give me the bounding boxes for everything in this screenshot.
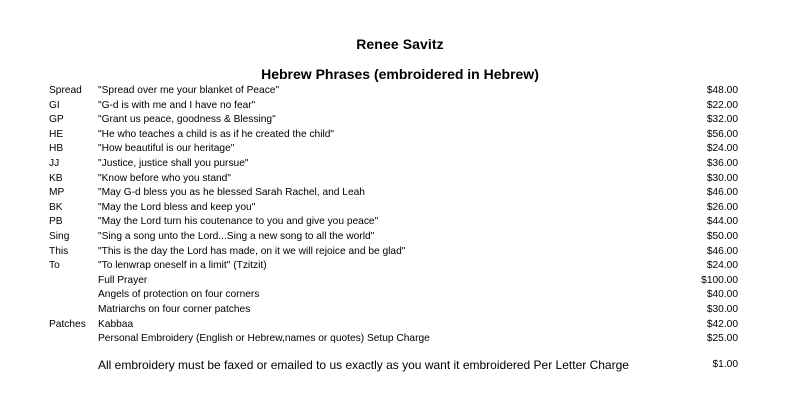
price-row (0, 113, 800, 128)
item-code: MP (49, 187, 65, 199)
item-price: $40.00 (706, 289, 738, 301)
item-price: $44.00 (706, 216, 738, 228)
price-row (0, 215, 800, 230)
item-phrase: Personal Embroidery (English or Hebrew,names or quotes) Setup Charge (98, 333, 430, 345)
item-phrase: Kabbaa (98, 318, 134, 330)
price-row (0, 201, 800, 216)
item-code: HB (49, 143, 64, 155)
item-code: HE (49, 128, 64, 140)
price-row (0, 332, 800, 347)
price-row (0, 259, 800, 274)
item-code: PB (49, 216, 63, 228)
price-row (0, 99, 800, 114)
item-price: $30.00 (706, 172, 738, 184)
item-phrase: Angels of protection on four corners (98, 289, 260, 301)
item-price: $36.00 (706, 157, 738, 169)
item-phrase: "May the Lord turn his coutenance to you and give you peace" (98, 216, 379, 228)
item-phrase: Matriarchs on four corner patches (98, 303, 251, 315)
item-phrase: "Sing a song unto the Lord...Sing a new song to all the world" (98, 230, 375, 242)
price-row (0, 172, 800, 187)
item-phrase: "He who teaches a child is as if he created the child" (98, 128, 335, 140)
item-code: GI (49, 99, 60, 111)
price-row (0, 128, 800, 143)
item-code: Sing (49, 230, 70, 242)
item-price: $32.00 (706, 114, 738, 126)
item-price: $30.00 (706, 303, 738, 315)
item-phrase: "G-d is with me and I have no fear" (98, 99, 256, 111)
item-price: $50.00 (706, 230, 738, 242)
item-price: $100.00 (701, 274, 738, 286)
item-code: Spread (49, 85, 82, 96)
item-phrase: "How beautiful is our heritage" (98, 143, 235, 155)
item-phrase: "Justice, justice shall you pursue" (98, 157, 249, 169)
document-title: Renee Savitz (356, 36, 444, 52)
footer-note: All embroidery must be faxed or emailed to us exactly as you want it embroidered Per Letter Charge (98, 358, 629, 372)
item-phrase: Full Prayer (98, 274, 148, 286)
item-code: KB (49, 172, 63, 184)
document-subtitle: Hebrew Phrases (embroidered in Hebrew) (261, 66, 539, 82)
item-code: This (49, 245, 69, 257)
item-price: $56.00 (706, 128, 738, 140)
item-code: To (49, 260, 60, 272)
price-row (0, 84, 800, 99)
price-row (0, 157, 800, 172)
price-row (0, 318, 800, 333)
item-phrase: "May the Lord bless and keep you" (98, 201, 256, 213)
item-code: Patches (49, 318, 86, 330)
item-price: $48.00 (706, 85, 738, 96)
item-price: $46.00 (706, 187, 738, 199)
item-code: JJ (49, 157, 60, 169)
item-price: $24.00 (706, 260, 738, 272)
item-price: $46.00 (706, 245, 738, 257)
item-code: BK (49, 201, 63, 213)
item-phrase: "Know before who you stand" (98, 172, 231, 184)
item-phrase: "Grant us peace, goodness & Blessing" (98, 114, 276, 126)
item-price: $25.00 (706, 333, 738, 345)
price-list (0, 84, 800, 347)
item-code: GP (49, 114, 64, 126)
price-row (0, 274, 800, 289)
price-row (0, 142, 800, 157)
item-phrase: "Spread over me your blanket of Peace" (98, 85, 280, 96)
price-row (0, 303, 800, 318)
item-price: $42.00 (706, 318, 738, 330)
price-row (0, 245, 800, 260)
price-row (0, 186, 800, 201)
footer-row (0, 356, 800, 374)
footer-price: $1.00 (712, 359, 738, 370)
item-phrase: "May G-d bless you as he blessed Sarah Rachel, and Leah (98, 187, 365, 199)
item-price: $26.00 (706, 201, 738, 213)
item-phrase: "To lenwrap oneself in a limit" (Tzitzit) (98, 260, 267, 272)
item-price: $24.00 (706, 143, 738, 155)
item-phrase: "This is the day the Lord has made, on it we will rejoice and be glad" (98, 245, 406, 257)
price-row (0, 288, 800, 303)
price-row (0, 230, 800, 245)
item-price: $22.00 (706, 99, 738, 111)
